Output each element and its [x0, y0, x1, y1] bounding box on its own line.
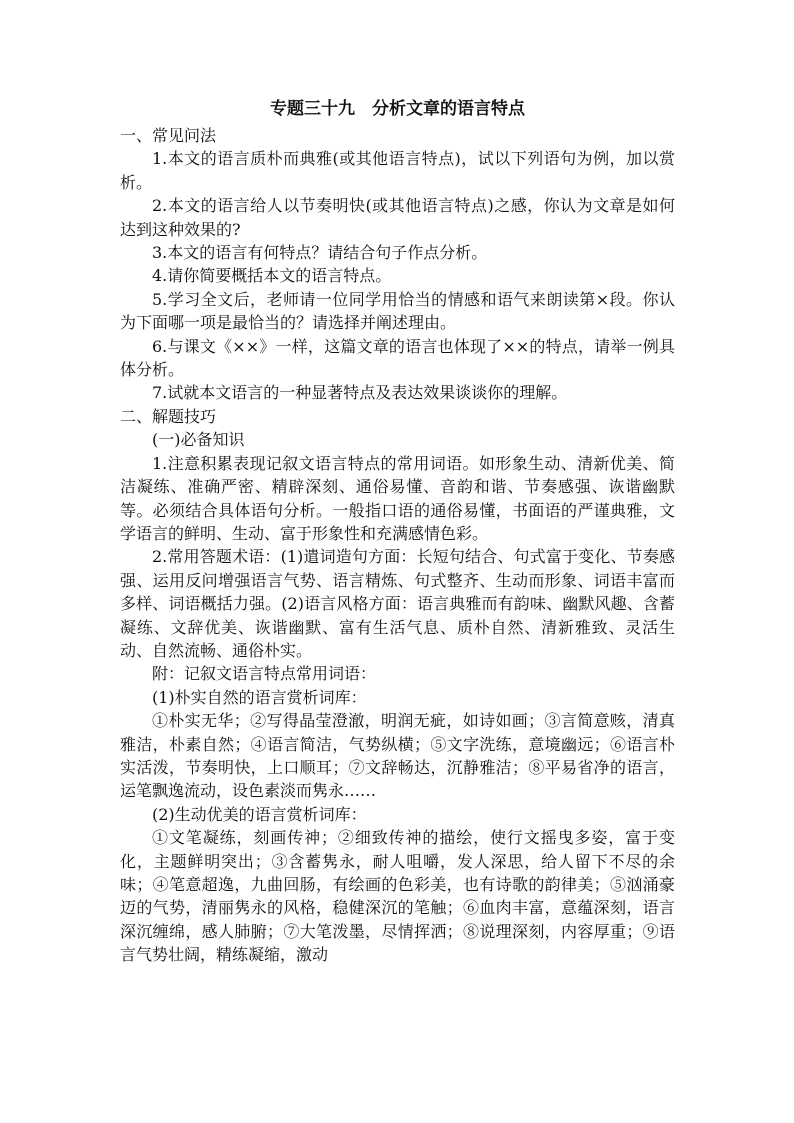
question-item-2: 2.本文的语言给人以节奏明快(或其他语言特点)之感，你认为文章是如何达到这种效果的? [120, 196, 675, 239]
document-title: 专题三十九 分析文章的语言特点 [270, 99, 525, 119]
question-item-7: 7.试就本文语言的一种显著特点及表达效果谈谈你的理解。 [152, 383, 568, 403]
section-heading-techniques: 二、解题技巧 [120, 406, 217, 426]
question-item-1: 1.本文的语言质朴而典雅(或其他语言特点)，试以下列语句为例，加以赏析。 [120, 149, 675, 192]
subsection-heading-knowledge: (一)必备知识 [152, 430, 245, 450]
question-item-4: 4.请你简要概括本文的语言特点。 [152, 266, 392, 286]
question-item-3: 3.本文的语言有何特点？请结合句子作点分析。 [152, 243, 488, 263]
section-heading-common-questions: 一、常见问法 [120, 126, 217, 145]
question-item-6: 6.与课文《××》一样，这篇文章的语言也体现了××的特点，请举一例具体分析。 [120, 336, 675, 380]
vocab-list-1-title: (1)朴实自然的语言赏析词库： [152, 687, 367, 707]
vocab-list-2-body: ①文笔凝练，刻画传神；②细致传神的描绘，使行文摇曳多姿，富于变化，主题鲜明突出；③含蓄隽永，耐人咀嚼，发人深思，给人留下不尽的余味；④笔意超逸，九曲回肠，有绘画的色彩美，也有诗歌的韵律美；⑤汹涌豪迈的气势，清丽隽永的风格，稳健深沉的笔触；⑥血肉丰富，意蕴深刻，语言深沉缠绵，感人肺腑；⑦大笔泼墨，尽情挥洒；⑧说理深刻，内容厚重；⑨语言气势壮阔，精练凝缩，激动 [120, 828, 675, 965]
vocab-list-2-title: (2)生动优美的语言赏析词库： [152, 804, 367, 824]
knowledge-paragraph-1: 1.注意积累表现记叙文语言特点的常用词语。如形象生动、清新优美、简洁凝练、准确严密、精辟深刻、通俗易懂、音韵和谐、节奏感强、诙谐幽默等。必须结合具体语句分析。一般指口语的通俗易懂，书面语的严谨典雅，文学语言的鲜明、生动、富于形象性和充满感情色彩。 [120, 453, 675, 543]
vocab-list-1-body: ①朴实无华；②写得晶莹澄澈，明润无疵，如诗如画；③言简意赅，清真雅洁，朴素自然；④语言简洁，气势纵横；⑤文字洗练，意境幽远；⑥语言朴实活泼，节奏明快，上口顺耳；⑦文辞畅达，沉静雅洁；⑧平易省净的语言，运笔飘逸流动，设色素淡而隽永…… [120, 711, 675, 801]
knowledge-paragraph-2: 2.常用答题术语：(1)遣词造句方面：长短句结合、句式富于变化、节奏感强、运用反问增强语言气势、语言精炼、句式整齐、生动而形象、词语丰富而多样、词语概括力强。(2)语言风格方面：语言典雅而有韵味、幽默风趣、含蓄凝练、文辞优美、诙谐幽默、富有生活气息、质朴自然、清新雅致、灵活生动、自然流畅、通俗朴实。 [120, 547, 675, 660]
question-item-5: 5.学习全文后，老师请一位同学用恰当的情感和语气来朗读第×段。你认为下面哪一项是最恰当的？请选择并阐述理由。 [120, 289, 675, 333]
document-page [120, 96, 675, 967]
appendix-heading: 附：记叙文语言特点常用词语： [152, 664, 377, 684]
